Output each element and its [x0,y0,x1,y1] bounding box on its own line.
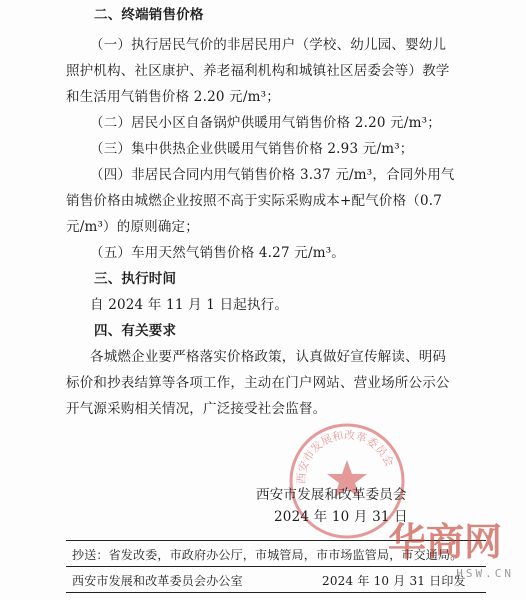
item-1-line-3: 和生活用气销售价格 2.20 元/m³； [66,89,280,105]
svg-text:华商网: 华商网 [388,520,503,564]
section-3-heading: 三、执行时间 [94,271,177,287]
section-4-heading: 四、有关要求 [94,323,177,339]
item-1-line-1: （一）执行居民气价的非居民用户（学校、幼儿园、婴幼儿 [90,37,447,53]
item-4-line-3: 元/m³）的原则确定； [66,219,199,235]
item-3: （三）集中供热企业供暖用气销售价格 2.93 元/m³； [90,141,414,157]
print-date: 2024 年 10 月 31 日印发 [322,574,466,588]
item-1-line-2: 照护机构、社区康护、养老福利机构和城镇社区居委会等）教学 [66,63,450,79]
watermark-url: HSW.CN [456,567,514,580]
section-4-line-1: 各城燃企业要严格落实价格政策，认真做好宣传解读、明码 [90,349,447,365]
section-2-heading: 二、终端销售价格 [94,7,204,23]
footer-rule-bottom [66,592,486,593]
item-4-line-2: 销售价格由城燃企业按照不高于实际采购成本+配气价格（0.7 [66,193,443,209]
section-4-line-2: 标价和抄表结算等各项工作，主动在门户网站、营业场所公示公 [66,375,450,391]
issue-date: 2024 年 10 月 31 日 [274,509,408,525]
office-name: 西安市发展和改革委员会办公室 [72,574,243,588]
svg-text:西安市发展和改革委员会: 西安市发展和改革委员会 [294,428,397,485]
cc-list: 抄送：省发改委，市政府办公厅，市城管局，市市场监管局，市交通局。 [72,548,463,562]
section-4-line-3: 开气源采购相关情况，广泛接受社会监督。 [66,401,327,417]
item-2: （二）居民小区自备锅炉供暖用气销售价格 2.20 元/m³； [90,115,441,131]
item-5: （五）车用天然气销售价格 4.27 元/m³。 [90,245,346,261]
issuer-name: 西安市发展和改革委员会 [256,487,407,503]
section-3-body: 自 2024 年 11 月 1 日起执行。 [90,297,289,313]
item-4-line-1: （四）非居民合同内用气销售价格 3.37 元/m³，合同外用气 [90,167,455,183]
